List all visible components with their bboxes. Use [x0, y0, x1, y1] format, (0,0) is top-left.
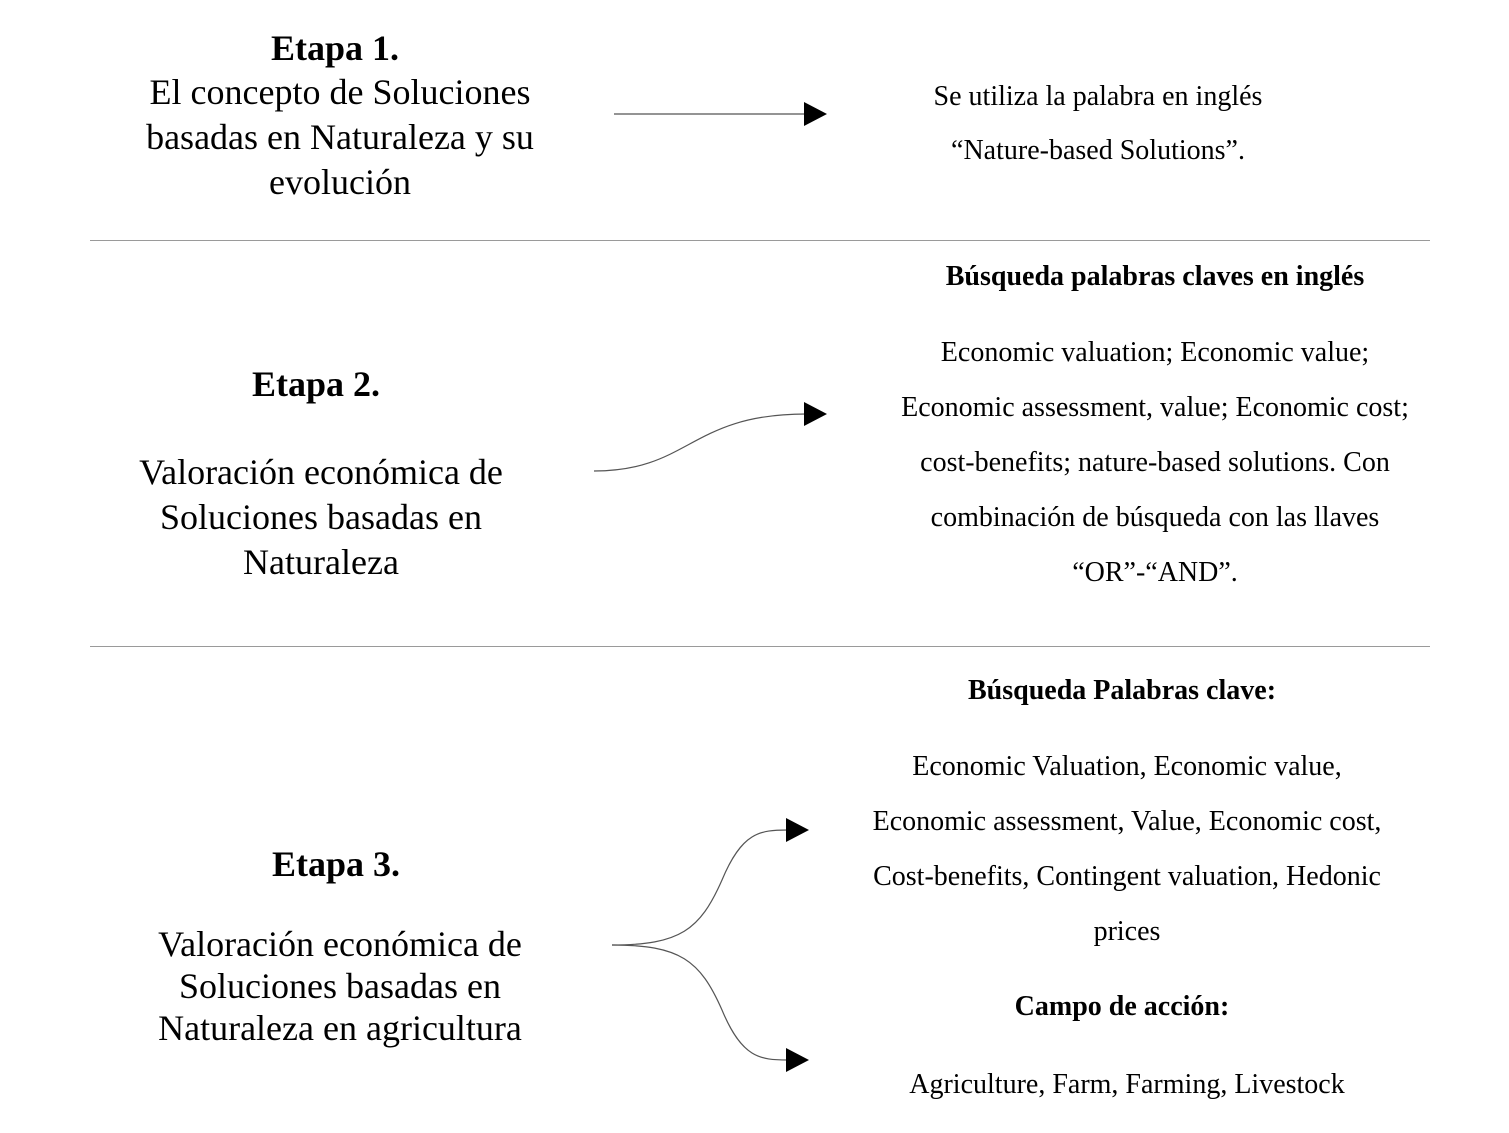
stage-3-title: Etapa 3.: [271, 844, 401, 884]
stage-2-keywords-line: “OR”-“AND”.: [1072, 557, 1238, 588]
stage-2-arrowhead: [804, 402, 827, 426]
stage-3-field-text: Agriculture, Farm, Farming, Livestock: [909, 1069, 1345, 1100]
stage-1-arrowhead: [804, 102, 827, 126]
stage-3-keywords-line: Economic assessment, Value, Economic cost,: [872, 806, 1382, 837]
stage-3-field-heading: Campo de acción:: [1014, 991, 1230, 1022]
stage-1-description-line: basadas en Naturaleza y su: [146, 117, 534, 157]
stage-3-keywords-line: Economic Valuation, Economic value,: [912, 751, 1342, 782]
stage-2-heading: Búsqueda palabras claves en inglés: [945, 261, 1365, 292]
stage-1-description-line: El concepto de Soluciones: [149, 72, 531, 112]
stage-3-description-line: Naturaleza en agricultura: [158, 1008, 522, 1048]
stage-3-description-line: Soluciones basadas en: [179, 966, 501, 1006]
stage-1-result-line: “Nature-based Solutions”.: [951, 135, 1245, 166]
stage-2-keywords-line: cost-benefits; nature-based solutions. Con: [920, 447, 1390, 478]
stage-3-description-line: Valoración económica de: [158, 924, 522, 964]
stage-2-arrow-curve: [594, 414, 806, 471]
stage-3-arrowhead-lower: [786, 1048, 809, 1072]
stage-3-arrow-curve-lower: [612, 945, 788, 1060]
stage-2-keywords-line: Economic assessment, value; Economic cost;: [901, 392, 1409, 423]
stage-1-title: Etapa 1.: [270, 28, 400, 68]
stage-2-description-line: Naturaleza: [243, 542, 399, 582]
stage-3-arrow-curve-upper: [612, 830, 788, 945]
stage-3-keywords-line: Cost-benefits, Contingent valuation, Hedonic: [873, 861, 1381, 892]
stage-1-result-line: Se utiliza la palabra en inglés: [933, 81, 1263, 112]
stage-3-arrowhead-upper: [786, 818, 809, 842]
stage-3-keywords-line: prices: [1093, 916, 1161, 947]
stage-2-description-line: Soluciones basadas en: [160, 497, 482, 537]
stage-1-description-line: evolución: [269, 162, 411, 202]
stage-3-heading: Búsqueda Palabras clave:: [967, 675, 1277, 706]
stage-2-title: Etapa 2.: [251, 364, 381, 404]
stage-2-keywords-line: combinación de búsqueda con las llaves: [930, 502, 1380, 533]
stage-2-description-line: Valoración económica de: [139, 452, 503, 492]
stage-2-keywords-line: Economic valuation; Economic value;: [940, 337, 1370, 368]
